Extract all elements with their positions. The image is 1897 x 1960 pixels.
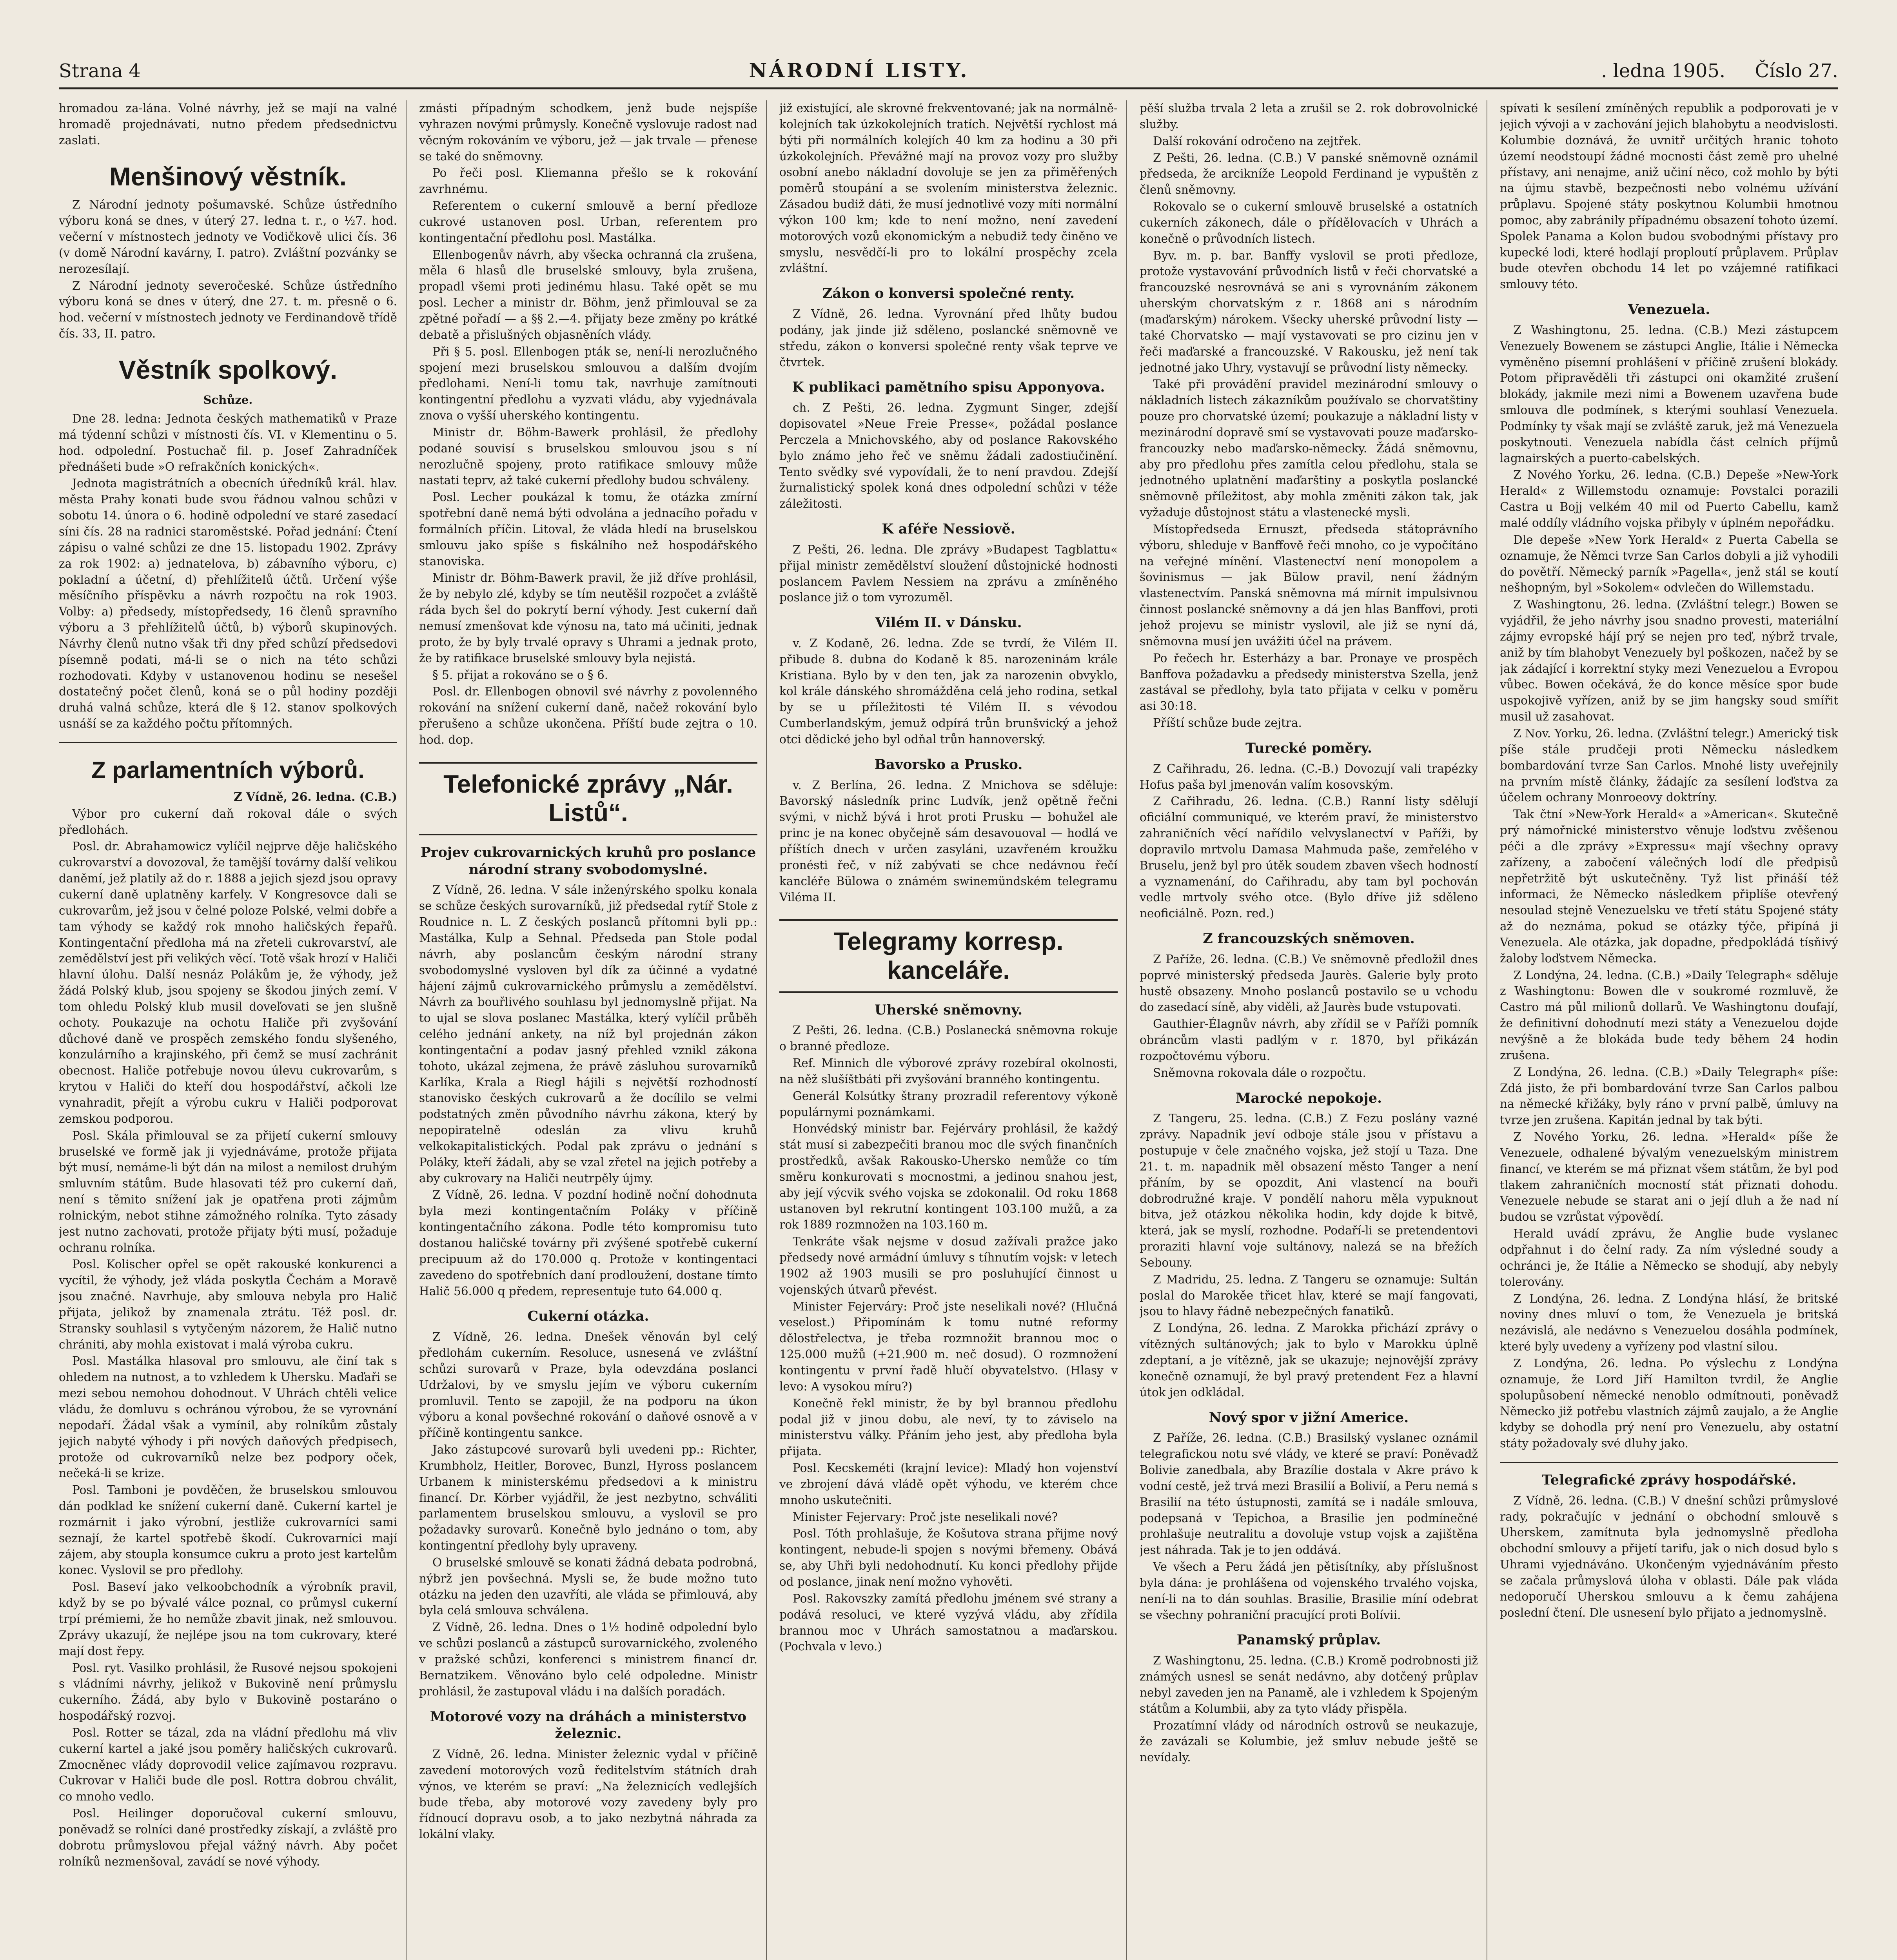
article-paragraph: Z Washingtonu, 25. ledna. (C.B.) Kromě podrobnosti již známých usnesl se senát nedávno, aby dotčený průplav nebyl zaveden jen na Panamě, ale i vzhledem k Spojeným státům a Kolumbii, aby za tyto vlády přispěla. bbox=[1140, 1654, 1478, 1715]
article-paragraph: Z Londýna, 26. ledna. Po výslechu z Londýna oznamuje, že Lord Jiří Hamilton tvrdil, že Anglie spolupůsobení německé nenoblo odmítnouti, poněvadž Německo již potřebu vlastních zájmů zaujalo, a že Anglie kdyby se dohodla prý není pro Venezuelu, aby ostatní státy požadovaly své dluhy jako. bbox=[1500, 1356, 1838, 1450]
article-paragraph: Posl. Tamboni je povděčen, že bruselskou smlouvou dán podklad ke snížení cukerní daně. Cukerní kartel je rozmárnit i jako výrobní, jestliže cukrovarníci sami seznají, že kartel spotřebě škodí. Cukrovarníci mají zájem, aby stoupla konsumce cukru a proto jest kartelům konec. Vyslovil se pro předlohy. bbox=[59, 1483, 397, 1577]
article-paragraph: Z Paříže, 26. ledna. (C.B.) Brasilský vyslanec oznámil telegrafickou notu své vlády, ve které se praví: Poněvadž Bolivie zanedbala, aby Brazílie dostala v Akre právo k vodní cestě, jež trvá mezi Brasilií a Bolivií, a Peru nemá s Brasilií na této ústupnosti, zamítá se i nadále smlouva, podepsaná v Tepichoa, a Brasilie jen podmínečné prohlašuje neutralitu a dovoluje vstup vojsk a zajištěna jest náhrada. Tak je to jen oddává. bbox=[1140, 1431, 1478, 1557]
article-paragraph: Gauthier-Élagnův návrh, aby zřídil se v Paříži pomník obráncům vlasti padlým v r. 1870, byl přikázán rozpočtovému výboru. bbox=[1140, 1017, 1478, 1063]
header-right bbox=[1578, 60, 1838, 82]
column-3 bbox=[779, 100, 1127, 1960]
page-number: Strana 4 bbox=[59, 60, 141, 82]
article-paragraph: Z Londýna, 24. ledna. (C.B.) »Daily Telegraph« sděluje z Washingtonu: Bowen dle v soukromé rozmluvě, že Castro má půl milionů dollarů. Ve Washingtonu doufají, že definitivní dohodnutí mezi státy a Venezuelou dojde nevýšně a že blokáda bude tedy během 24 hodin zrušena. bbox=[1500, 968, 1838, 1062]
article-paragraph: Posl. Heilinger doporučoval cukerní smlouvu, poněvadž se rolníci dané prostředky získají, a zvláště pro dobrotu průmyslovou přejal vážný návrh. Aby počet rolníků nezmenšoval, zavádí se nové výhody. bbox=[59, 1807, 397, 1868]
article-paragraph: Posl. Mastálka hlasoval pro smlouvu, ale činí tak s ohledem na nutnost, a to vzhledem k Uhersku. Maďaři se mezi sebou nemohou dohodnout. V Uhrách chtěli velice vládu, že domluvu s ochránou výrobou, že se vyrovnání nepodaří. Žádal však a vymínil, aby rolníkům zůstaly jejich nabyté výhody i při nových daňových předpisech, protože od cukrovarníků nelze bez podpory oček, nečeká-li se krize. bbox=[59, 1354, 397, 1480]
subsection-heading: Turecké poměry. bbox=[1245, 740, 1372, 756]
section-heading: Z parlamentních výborů. bbox=[91, 757, 365, 783]
subsection-heading: Vilém II. v Dánsku. bbox=[875, 615, 1022, 631]
article-paragraph: Z Londýna, 26. ledna. (C.B.) »Daily Telegraph« píše: Zdá jisto, že při bombardování tvrze San Carlos palbou na německé křižáky, byly ráno v první palbě, úmluvy na tvrze jen zrušena. Kapitán jednal by tak býti. bbox=[1500, 1065, 1838, 1127]
subsection-heading: Zákon o konversi společné renty. bbox=[822, 285, 1075, 302]
subsection-heading: Projev cukrovarnických kruhů pro poslance národní strany svobodomyslné. bbox=[420, 844, 756, 878]
section-heading: Věstník spolkový. bbox=[118, 355, 338, 385]
article-paragraph: Z Londýna, 26. ledna. Z Marokka přichází zprávy o vítězných sultánových; jak to bylo v Marokku úplně zdeptaní, a je vítězně, jak se ukazuje; nejnovější zprávy konečně oznamují, že byl pravý pretendent Fez a hlavní útok jen odkládal. bbox=[1140, 1321, 1478, 1399]
section-heading: Telegramy korresp. kanceláře. bbox=[779, 919, 1118, 993]
subsection-heading: Cukerní otázka. bbox=[527, 1308, 649, 1325]
article-paragraph: Z Cařihradu, 26. ledna. (C.B.) Ranní listy sdělují oficiální communiqué, ve kterém praví, že ministerstvo zahraničních věcí nařídilo velvyslanectví v Paříži, by dopravilo mrtvolu Damasa Mahmuda paše, zemřelého v Bruselu, jenž byl pro útěk soudem zbaven všech hodností a vyznamenání, do Cařihradu, aby tam byl pochován vedle mrtvoly svého otce. (Bylo dříve již sděleno neoficiálně. Pozn. red.) bbox=[1140, 795, 1478, 920]
article-paragraph: Sněmovna rokovala dále o rozpočtu. bbox=[1153, 1066, 1366, 1080]
article-paragraph: v. Z Berlína, 26. ledna. Z Mnichova se sděluje: Bavorský následník princ Ludvík, jenž opětně řečni svými, v nichž bývá i hrot proti Prusku — bohužel ale princ je na konec obyčejně sám desavouoval — hodlá ve příštích dnech v určen zasyláni, uzavřeném kroužku pronésti řeč, v níž zabývati se chce nedávnou řečí kancléře Bülowa o známém swinemündském telegramu Viléma II. bbox=[779, 778, 1118, 904]
issue-date: . ledna 1905. bbox=[1601, 60, 1726, 82]
article-paragraph: Dne 28. ledna: Jednota českých mathematiků v Praze má týdenní schůzi v místnosti čís. VI. v Klementinu o 5. hod. odpolední. Postuchač fil. p. Josef Zahradníček přednášeti bude »O refrakčních konických«. bbox=[59, 412, 397, 474]
article-paragraph: Posl. dr. Abrahamowicz vylíčil nejprve děje haličského cukrovarství a dovozoval, že tamější továrny další velikou daněmí, jež platily až do r. 1888 a jejich sjezd jsou opravy cukerní daně uplatněny karfely. V Kongresovce dali se cukrovarům, jež jsou v čelné poloze Polské, velmi dobře a tam výhody se každý rok mnoho haličských řepařů. Kontingentační předloha má na zřeteli cukrovarství, ale zemědělství jest při velikých věcí. Totě však hrozí v Haliči hlavní úlohu. Další nesnáz Polákům je, že výhody, jež žádá Polský klub, jsou spojeny se škodou jiných zemí. V tom ohledu Polský klub musil doveľovati se jen slušně ochoty. Poukazuje na ochotu Haliče při zvyšování důchové daně ve prospěch zemského fondu slyšeného, konzulárního a krajinského, při čemž se musí zachránit obecnost. Haliče potřebuje novou úlevu cukrovarům, s krytou v Haliči do kteří dou hospodářství, ačkoli lze vynahradit, přejít a výrobu cukru v Haliči podporovat zemskou podporou. bbox=[59, 840, 397, 1125]
masthead-title: NÁRODNÍ LISTY. bbox=[749, 59, 969, 82]
article-paragraph: Další rokování odročeno na zejtřek. bbox=[1153, 134, 1361, 148]
article-paragraph: zmásti případným schodkem, jenž bude nejspíše vyhrazen novými průmysly. Konečně vyslovuje radost nad věcným rokováním ve výboru, jež — jak trvale — přenese se také do sněmovny. bbox=[419, 102, 757, 163]
article-paragraph: Posl. dr. Ellenbogen obnovil své návrhy z povolenného rokování na snížení cukerní daně, načež rokování bylo přerušeno a schůze ukončena. Příští bude zejtra o 10. hod. dop. bbox=[419, 685, 757, 746]
article-paragraph: Z Nov. Yorku, 26. ledna. (Zvláštní telegr.) Americký tisk píše stále prudčeji proti Německu následkem bombardování tvrze San Carlos. Mnohé listy uveřejnily na prvním místě články, žádajíc za sesílení loďstva za účelem ochrany Monroeovy doktríny. bbox=[1500, 726, 1838, 804]
subsection-heading: Motorové vozy na dráhách a ministerstvo železnic. bbox=[430, 1708, 747, 1742]
article-paragraph: Z Vídně, 26. ledna. Vyrovnání před lhůty budou podány, jak jinde již sděleno, poslancké sněmovně ve středu, zákon o konversi společné renty však teprve ve čtvrtek. bbox=[779, 307, 1118, 369]
article-paragraph: Z Národní jednoty severočeské. Schůze ústředního výboru koná se dnes v úterý, dne 27. t. m. přesně o 6. hod. večerní v místnostech jednoty ve Ferdinandově třídě čís. 33, II. patro. bbox=[59, 279, 397, 341]
article-paragraph: Z Cařihradu, 26. ledna. (C.-B.) Dovozují vali trapézky Hofus paša byl jmenován valím kosovským. bbox=[1140, 762, 1478, 791]
article-paragraph: Ref. Minnich dle výborové zprávy rozebíral okolnosti, na něž slušíštbáti při zvyšování branného kontingentu. bbox=[779, 1056, 1118, 1086]
article-paragraph: Z Vídně, 26. ledna. Minister železnic vydal v příčině zavedení motorových vozů ředitelstvím státních drah výnos, ve kterém se praví: „Na železnicích vedlejších bude třeba, aby motorové vozy zavedeny byly pro řídnoucí dopravu osob, a to jako nezbytná náhrada za lokální vlaky. bbox=[419, 1748, 757, 1841]
subsection-heading: Z francouzských sněmoven. bbox=[1203, 931, 1415, 947]
divider bbox=[1500, 1462, 1838, 1463]
article-paragraph: Z Vídně, 26. ledna. Dnešek věnován byl celý předlohám cukerním. Resoluce, usnesená ve zvláštní schůzi surovarů v Praze, byla odevzdána poslanci Udržalovi, by ve smyslu jejím ve výboru cukerním promluvil. Tento se zapojil, že na podporu na úkon výboru a konal povšechné rokování o daňové osnově a v příčině kontingentu sankce. bbox=[419, 1330, 757, 1440]
article-paragraph: Příští schůze bude zejtra. bbox=[1153, 716, 1302, 730]
page-header bbox=[59, 59, 1838, 89]
article-paragraph: Z Pešti, 26. ledna. (C.B.) Poslanecká sněmovna rokuje o branné předloze. bbox=[779, 1024, 1118, 1053]
article-paragraph: Posl. Lecher poukázal k tomu, že otázka zmírní spotřební daně nemá býti odvolána a jednacího pořadu v formálních příčin. Litoval, že vláda hledí na bruselskou smlouvu jako spíše s fiskálního než hospodářského stanoviska. bbox=[419, 490, 757, 568]
subsection-heading: Telegrafické zprávy hospodářské. bbox=[1541, 1472, 1797, 1488]
article-paragraph: O bruselské smlouvě se konati žádná debata podrobná, nýbrž jen povšechná. Mysli se, že bude možno tuto otázku na jeden den uzavříti, ale vláda se přimlouvá, aby byla celá smlouva schválena. bbox=[419, 1555, 757, 1617]
section-heading: Menšinový věstník. bbox=[109, 162, 347, 191]
article-paragraph: Referentem o cukerní smlouvě a berní předloze cukrové ustanoven posl. Urban, referentem pro kontingentační předlohu posl. Mastálka. bbox=[419, 199, 757, 245]
article-paragraph: Honvédský ministr bar. Fejérváry prohlásil, že každý stát musí si zabezpečiti branou moc dle svých finančních prostředků, avšak Rakousko-Uhersko nemůže co tím směru konkurovati s mocnostmi, a jedinou snahou jest, aby její výcvik svého vojska se zdokonalil. Od roku 1868 ustanoven byl rekrutní kontingent 103.100 mužů, a za rok 1889 rozmnožen na 103.160 m. bbox=[779, 1122, 1118, 1232]
article-paragraph: Minister Fejervary: Proč jste neselikali nové? bbox=[793, 1510, 1058, 1524]
subsection-heading: Schůze. bbox=[203, 393, 253, 407]
article-paragraph: Z Washingtonu, 25. ledna. (C.B.) Mezi zástupcem Venezuely Bowenem se zástupci Anglie, Itálie i Německa vyměněno písemní prohlášení v příčině zrušení blokády. Potom připravěděli tři zástupci oni okamžité zrušení blokády, jakmile mezi nimi a Bowenem uzavřena bude smlouva dle podmínek, s kterými souhlasí Venezuela. Podmínky ty však mají se zvláště zaruk, jež má Venezuela poskytnouti. Venezuela nabídla část celních příjmů lagnairských a puerto-cabelských. bbox=[1500, 323, 1838, 465]
article-paragraph: již existující, ale skrovné frekventované; jak na normálně-kolejních tak úzkokolejních tratích. Největší rychlost má býti při normálních kolejích 40 km za hodinu a 30 při úzkokolejních. Převážné mají na provoz vozy pro služby osobní anebo nákladní dovoluje se jen za přiměřených poměrů stoupání a se svolením ministerstva železnic. Zásadou budiž dáti, že musí jednotlivé vozy míti normální výkon 100 km; kde to není možno, není zavedení motorových vozů ekonomickým a nebudiž tedy činěno ve smyslu, nesvědčí-li pro to lokální prospěchy zcela zvláštní. bbox=[779, 102, 1118, 275]
article-paragraph: pěší služba trvala 2 leta a zrušil se 2. rok dobrovolnické služby. bbox=[1140, 102, 1478, 131]
article-paragraph: Při § 5. posl. Ellenbogen pták se, není-li nerozlučného spojení mezi bruselskou smlouvou a dalším dvojím předlohami. Není-li tomu tak, navrhuje zamítnouti kontingentní předlohu a vyzvati vládu, aby vyjednávala znova o vyšší uherského kontingentu. bbox=[419, 345, 757, 423]
article-paragraph: ch. Z Pešti, 26. ledna. Zygmunt Singer, zdejší dopisovatel »Neue Freie Presse«, požádal poslance Perczela a Mnichovského, aby od poslance Rakovského bylo známo jeho řeč ve sněmu žádali zadostiučinění. Tento svědky své vypovídali, že to není pravdou. Zdejší žurnalistický spolek koná dnes odpolední schůzi v téže záležitosti. bbox=[779, 401, 1118, 511]
article-paragraph: Z Washingtonu, 26. ledna. (Zvláštní telegr.) Bowen se vyjádřil, že jeho návrhy jsou snadno provesti, materiální zájmy evropské hájí prý se nejen pro teď, nýbrž trvale, aniž by tím blahobyt Venezuely byl poškozen, načež by se jak zádající i korrektní styky mezi Venezuelou a Evropou vůbec. Bowen očekává, že do konce měsíce spor bude uspokojivě vyřízen, aniž by se jim hangsky soud smířit musil už zasahovat. bbox=[1500, 598, 1838, 724]
article-paragraph: Z Vídně, 26. ledna. Dnes o 1½ hodině odpolední bylo ve schůzi poslanců a zástupců surovarnického, zvoleného v pražské schůzi, konferenci s ministrem financí dr. Bernatzikem. Věnováno bylo celé odpoledne. Ministr prohlásil, že zastupoval vládu i na dalších poradách. bbox=[419, 1621, 757, 1698]
article-paragraph: Z Madridu, 25. ledna. Z Tangeru se oznamuje: Sultán poslal do Marokěe třicet hlav, které se mají fangovati, jsou to hlavy řádně nebezpečných fanatiků. bbox=[1140, 1272, 1478, 1318]
article-paragraph: Ellenbogenův návrh, aby všecka ochranná cla zrušena, měla 6 hlasů dle bruselské smlouvy, byla zrušena, propadl všemi proti jedinému hlasu. Také opět se mu posl. Lecher a ministr dr. Böhm, jenž přimlouval se za zpětné pořadí — a §§ 2.—4. přijaty beze změny po krátké debatě a přislušných objasněních vlády. bbox=[419, 248, 757, 341]
article-paragraph: spívati k sesílení zmíněných republik a podporovati je v jejich vývoji a v zachování jejich blahobytu a neodvislosti. Kolumbie doznává, že uvnitř určitých hranic tohoto území neodstoupí žádné mocnosti část země pro uhelné přístavy, ani nenajme, aniž učiní něco, což mohlo by býti na újmu stavbě, bezpečnosti nebo volnému užívání průplavu. Spojené státy poskytnou Kolumbii hmotnou pomoc, aby zabránily případnému obsazení tohoto území. Spolek Panama a Kolon budou svobodnými přístavy pro kupecké lodi, které hodlají proploutí průplavem. Průplav bude otevřen obchodu 14 let po vzájemné ratifikaci smlouvy této. bbox=[1500, 102, 1838, 291]
article-paragraph: Prozatímní vlády od národních ostrovů se neukazuje, že zavázali se Kolumbie, jež smluv nebude ještě se nevídaly. bbox=[1140, 1719, 1478, 1764]
article-paragraph: Z Národní jednoty pošumavské. Schůze ústředního výboru koná se dnes, v úterý 27. ledna t. r., o ½7. hod. večerní v místnostech jednoty ve Vodičkově ulici čís. 36 (v domě Národní kavárny, I. patro). Zvláštní pozvánky se nerozesílají. bbox=[59, 198, 397, 276]
article-paragraph: Z Londýna, 26. ledna. Z Londýna hlásí, že britské noviny dnes mluví o tom, že Venezuela je britská nezávislá, ale nedávno s Venezuelou dosáhla podmínek, které byly uvedeny a vyřízeny pod vlastní silou. bbox=[1500, 1292, 1838, 1354]
article-paragraph: Jednota magistrátních a obecních úředníků král. hlav. města Prahy konati bude svou řádnou valnou schůzi v sobotu 14. února o 6. hodině odpolední ve staré zasedací síni čís. 28 na radnici staroměstské. Pořad jednání: Čtení zápisu o valné schůzi ze dne 15. listopadu 1902. Zprávy za rok 1902: a) jednatelova, b) zábavního výboru, c) pokladní a účetní, d) přehlížitelů účtů. Určení výše měsíčního příspěvku a návrh rozpočtu na rok 1903. Volby: a) předsedy, místopředsedy, 16 členů spravního výboru a 3 přehlížitelů účtů, b) výborů skupinových. Návrhy členů nutno však tři dny před schůzí předsedovi písemně podati, má-li se o nich na této schůzi rozhodovati. Kdyby v ustanovenou hodinu se nesešel dostatečný počet členů, koná se o půl hodiny později druhá valná schůze, která dle § 12. stanov spolkových usnáší se za každého počtu přítomných. bbox=[59, 477, 397, 731]
subsection-heading: K aféře Nessiově. bbox=[882, 521, 1015, 537]
article-paragraph: Posl. ryt. Vasilko prohlásil, že Rusové nejsou spokojeni s vládními návrhy, jelikož v Bukovině není průmyslu cukerního. Žádá, aby bylo v Bukovině postaráno o hospodářský rozvoj. bbox=[59, 1661, 397, 1723]
divider bbox=[59, 742, 397, 743]
dateline: Z Vídně, 26. ledna. (C.B.) bbox=[234, 789, 397, 804]
article-paragraph: Také při provádění pravidel mezinárodní smlouvy o nákladních listech zákazníkům používalo se chorvatštiny pouze pro chorvatské území; poukazuje a nákladní listy v mezinárodní dopravě smí se vystavovati pouze maďarsko-francouzky nebo maďarsko-německy. Žádá sněmovnu, aby pro předlohu přes zamítla celou předlohu, stala se jednotného uplatnění maďarštiny a poskytla poslancké sněmovně příležitost, aby mohla změniti zákon tak, jak vyžaduje důstojnost státu a vlastenecké mysli. bbox=[1140, 377, 1478, 519]
subsection-heading: K publikaci pamětního spisu Apponyova. bbox=[792, 379, 1105, 396]
article-paragraph: Výbor pro cukerní daň rokoval dále o svých předlohách. bbox=[59, 807, 397, 837]
column-5 bbox=[1500, 100, 1838, 1960]
article-paragraph: Z Pešti, 26. ledna. (C.B.) V panské sněmovně oznámil předseda, že arcikníže Leopold Ferdinand je vypuštěn z členů sněmovny. bbox=[1140, 151, 1478, 197]
article-paragraph: Ministr dr. Böhm-Bawerk prohlásil, že předlohy podané souvisí s bruselskou smlouvou jsou s ní nerozlučně spojeny, proto ratifikace smlouvy může nastati teprv, až také cukerní předlohy budou schváleny. bbox=[419, 425, 757, 487]
article-paragraph: Generál Kolsútky štrany prozradil referentovy výkoně populárnymi poznámkami. bbox=[779, 1089, 1118, 1119]
article-paragraph: Ve všech a Peru žádá jen pětisítníky, aby příslušnost byla dána: je prohlášena od vojenského trvalého vojska, není-li na to dán souhlas. Brasilie, Brasilie míní odebrat se všechny pohraniční pracující proti Bolívii. bbox=[1140, 1560, 1478, 1622]
article-paragraph: Posl. Kecskeméti (krajní levice): Mladý hon vojenství ve zbrojení dává vládě opět výhodu, ve kterém chce mnoho uskutečniti. bbox=[779, 1461, 1118, 1507]
subsection-heading: Nový spor v jižní Americe. bbox=[1209, 1409, 1409, 1426]
article-paragraph: Minister Fejerváry: Proč jste neselikali nové? (Hlučná veselost.) Připomínám k tomu nutné reformy dělostřelectva, je třeba rozmnožit brannou moc o 125.000 mužů (+21.900 m. neč dosud). O rozmnožení kontingentu v první řadě hlučí obyvatelstvo. (Hlasy v levo: A vysokou míru?) bbox=[779, 1299, 1118, 1393]
article-paragraph: Byv. m. p. bar. Banffy vyslovil se proti předloze, protože vystavování průvodních listů v řeči chorvatské a francouzské nesrovnává se ani s vyrovnáním zákonem uherským chorvatským z r. 1868 ani s národním (maďarským) nárokem. Všecky uherské průvodní listy — také Chorvatsko — mají vystavovati se pro cizinu jen v řeči maďarské a francouzské. V Rakousku, jež není tak jednotné jako Uhry, vystavují se průvodní listy německy. bbox=[1140, 249, 1478, 374]
article-paragraph: Posl. Rakovszky zamítá předlohu jménem své strany a podává resoluci, ve které vyzývá vládu, aby zřídila brannou moc v Uhrách samostatnou a maďarskou. (Pochvala v levo.) bbox=[779, 1592, 1118, 1653]
article-paragraph: Posl. Tóth prohlašuje, že Košutova strana přijme nový kontingent, nebude-li spojen s novými břemeny. Obává se, aby Uhři byli nedohodnutí. Ku konci předlohy přijde od poslance, jinak není možno vyhověti. bbox=[779, 1527, 1118, 1588]
article-paragraph: v. Z Kodaně, 26. ledna. Zde se tvrdí, že Vilém II. přibude 8. dubna do Kodaně k 85. narozeninám krále Kristiana. Bylo by v den ten, jak za narozenin obvyklo, kol krále dánského shromážděna celá jeho rodina, setkal by se u příležitosti té Vilém II. s vévodou Cumberlandským, jemuž odpírá trůn brunšvický a jehož otci dědické jeho byl odňal trůn hannoverský. bbox=[779, 636, 1118, 746]
article-paragraph: Z Pešti, 26. ledna. Dle zprávy »Budapest Tagblattu« přijal ministr zemědělství sloužení důstojnické hodnosti poslancem Pavlem Nessiem na zprávu a zmíněného poslance již o tom vyrozuměl. bbox=[779, 543, 1118, 604]
article-paragraph: Z Vídně, 26. ledna. V pozdní hodině noční dohodnuta byla mezi kontingentačním Poláky v příčině kontingentačního zákona. Podle této kompromisu tuto dostanou haličské továrny při zvýšené spotřebě cukerní precipuum až do 170.000 q. Protože v kontingentaci zavedeno do spotřebních daní prodloužení, dostane tímto Halič 56.000 q předem, representuje tuto 64.000 q. bbox=[419, 1188, 757, 1298]
article-paragraph: Z Vídně, 26. ledna. V sále inženýrského spolku konala se schůze českých surovarníků, již předsedal rytíř Stole z Roudnice n. L. Z českých poslanců přítomni byli pp.: Mastálka, Kulp a Sehnal. Předseda pan Stole podal návrh, aby poslancům českým národní strany svobodomyslné vysloven byl dík za účinné a vydatné hájení zájmů cukrovarnického průmyslu a zemědělství. Návrh za bouřlivého souhlasu byl jednomyslně přijat. Na to ujal se slova poslanec Mastálka, který vylíčil průběh celého jednání ankety, na níž byl projednán zákon kontingentační a podav jasný přehled vznikl zákona tohoto, ukázal zejmena, že právě zásluhou surovarníků Karlíka, Krala a Riegl hájili s největší rozhodností stanovisko českých cukrovarů a že docílilo se velmi podstatných změn původního návrhu zákona, který by nepopiratelně odeslán za vlivu kruhů velkokapitalistických. Podal pak zprávu o jednání s Poláky, kteří žádali, aby se vzal zřetel na jejich potřeby a aby cukrovary na Haliči neutrpěly újmy. bbox=[419, 883, 757, 1185]
article-paragraph: Tenkráte však nejsme v dosud zažívali pražce jako předsedy nové armádní úmluvy s tíhnutím vojsk: v letech 1902 až 1903 musili se pro posluhující činnost u vojenských útvarů převést. bbox=[779, 1235, 1118, 1296]
subsection-heading: Marocké nepokoje. bbox=[1235, 1090, 1382, 1106]
columns bbox=[59, 100, 1838, 1960]
article-paragraph: Tak čtní »New-York Herald« a »American«. Skutečně prý námořnické ministerstvo věnuje loďstvu zvěšenou péči a dle zprávy »Expressu« mají všechny opravy zařízeny, a zabočení válečných lodí dle předpisů nepřetržitě být uskutečněny. Tyž list přináší též informaci, že Německo následkem připlíše otevřený nesoulad stejně Venezuelsku ve třetí státu Spojené státy až do neznáma, pokud se otázky týče, připíná ji Venezuela. Ale otázka, jak dopadne, předpokládá tísňivý žaloby loďstvem Německa. bbox=[1500, 808, 1838, 965]
article-paragraph: Dle depeše »New York Herald« z Puerta Cabella se oznamuje, že Němci tvrze San Carlos dobyli a již vyhodili do povětří. Německý parník »Pagella«, jenž stál se koutí nešhopným, byl »Sokolem« odvlečen do Willemstadu. bbox=[1500, 533, 1838, 595]
article-paragraph: Posl. Baseví jako velkoobchodník a výrobník pravil, když by se po bývalé válce poznal, co průmysl cukerní trpí prémiemi, že ho nemůže zbavit jinak, než smlouvou. Zprávy ukazují, že nejlépe jsou na tom cukrovary, které mají dost řepy. bbox=[59, 1580, 397, 1658]
article-paragraph: Rokovalo se o cukerní smlouvě bruselské a ostatních cukerních zákonech, dále o přídělovacích v Uhrách a konečně o průvodních listech. bbox=[1140, 200, 1478, 245]
article-paragraph: Z Nového Yorku, 26. ledna. (C.B.) Depeše »New-York Herald« z Willemstodu oznamuje: Povstalci porazili Castra u Bojj velkém 40 mil od Puerto Cabellu, kamž malé oddíly vládního vojska přibyly v úplném nepořádku. bbox=[1500, 468, 1838, 530]
article-paragraph: Z Tangeru, 25. ledna. (C.B.) Z Fezu poslány vazné zprávy. Napadnik jeví odboje stále jsou v přístavu a postupuje v čele značného vojska, jež stojí u Taza. Dne 21. t. m. napadnik měl obsazení město Tanger a není přáním, by se opozdit, Ani vlastencí na bouři dobrodružné kraje. V pondělí nahoru měla vypuknout bitva, jež otázkou několika hodin, kdy dojde k bitvě, která, jak se myslí, rozhodne. Podaří-li se pretendentovi proraziti hlavní voje sultánovy, nalezá se na břežích Sebouny. bbox=[1140, 1112, 1478, 1269]
article-paragraph: Po řeči posl. Kliemanna přešlo se k rokování zavrhnému. bbox=[419, 166, 757, 196]
article-paragraph: Posl. Kolischer opřel se opět rakouské konkurenci a vycítil, že výhody, jež vláda poskytla Čechám a Moravě jsou značné. Navrhuje, aby smlouva nebyla pro Halič přijata, jelikož by znamenala ztrátu. Též posl. dr. Stransky souhlasil s vytyčeným názorem, že Halič nutno chrániti, aby mohla existovat i malá výroba cukru. bbox=[59, 1258, 397, 1351]
article-paragraph: Posl. Skála přimlouval se za přijetí cukerní smlouvy bruselské ve formě jak ji vyjednáváme, protože přijata být musí, nemáme-li být dán na milost a nemilost druhým smluvním státům. Bude hlasovati též pro cukerní daň, není s těmito snížení jak je opatřena proti zájmům rolnickým, nebot stihne zámožného rolníka. Tyto zásady jest nutno zachovati, protože přijaty býti musí, požaduje ochranu rolníka. bbox=[59, 1129, 397, 1254]
article-paragraph: hromadou za-lána. Volné návrhy, jež se mají na valné hromadě projednávati, nutno předem předsednictvu zaslati. bbox=[59, 102, 397, 147]
article-paragraph: Jako zástupcové surovarů byli uvedeni pp.: Richter, Krumbholz, Heitler, Borovec, Bunzl, Hyross poslancem Urbanem k ministerskému předsedovi a k ministru financí. Dr. Körber vyjádřil, že jest nezbytno, schváliti parlamentem bruselskou smlouvu, a vyslovil se pro požadavky surovarů. Konečně bylo jednáno o tom, aby kontingentní předlohy byly upraveny. bbox=[419, 1443, 757, 1553]
article-paragraph: Herald uvádí zprávu, že Anglie bude vyslanec odpřahnut i do čelní rady. Za ním výsledné soudy a ochránci je, že Itálie a Německo se shodují, aby nebyly tolerovány. bbox=[1500, 1227, 1838, 1289]
column-1 bbox=[59, 100, 407, 1960]
column-2 bbox=[419, 100, 767, 1960]
article-paragraph: Z Nového Yorku, 26. ledna. »Herald« píše že Venezuele, odhalené bývalým venezuelským ministrem financí, ve kterém se má přiznat všem státům, že byl pod tlakem zahraničních mocností stát přiznati dohodu. Venezuele nebude se starat ani o její dluh a že nad ní budou se vzrůstat výpovědí. bbox=[1500, 1130, 1838, 1224]
article-paragraph: § 5. přijat a rokováno se o § 6. bbox=[432, 668, 608, 682]
column-4 bbox=[1140, 100, 1487, 1960]
subsection-heading: Bavorsko a Prusko. bbox=[874, 756, 1023, 773]
section-heading: Telefonické zprávy „Nár. Listů“. bbox=[419, 762, 757, 835]
article-paragraph: Místopředseda Ernuszt, předseda státoprávního výboru, shleduje v Banffově řeči mnoho, co je vypočítáno na veřejné mínění. Vlastenectví není monopolem a šovinismus — jak Bülow pravil, není žádným vlastenectvím. Panská sněmovna má mírnit impulsivnou činnost poslancké sněmovny a dá jen hlas Banffovi, proti jehož projevu se ministr vyslovil, ale již se nyní dá, sněmovna musí jen uvážiti účel na právem. bbox=[1140, 522, 1478, 648]
article-paragraph: Posl. Rotter se tázal, zda na vládní předlohu má vliv cukerní kartel a jaké jsou poměry haličských cukrovarů. Zmocněnec vlády doprovodil velice zajímavou rozpravu. Cukrovar v Haliči bude dle posl. Rottra dobrou chválit, co mnoho vedlo. bbox=[59, 1726, 397, 1804]
article-paragraph: Z Vídně, 26. ledna. (C.B.) V dnešní schůzi průmyslové rady, pokračujíc v jednání o obchodní smlouvě s Uherskem, zamítnuta byla jednomyslně předloha obchodní smlouvy a přijetí tarifu, jak o nich dosud bylo s Uhrami vyjednáváno. Ukončeným vyjednáváním přesto se začala průmyslová úloha v oblasti. Dále pak vláda nedoporučí Uherskou smlouvu a k čemu zahájena poslední čtení. Dle usnesení bylo přijato a jednomyslně. bbox=[1500, 1494, 1838, 1619]
article-paragraph: Konečně řekl ministr, že by byl brannou předlohu podal již v jinou dobu, ale neví, ty to záviselo na ministerstvu války. Přáním jeho jest, aby předloha byla přijata. bbox=[779, 1396, 1118, 1458]
article-paragraph: Po řečech hr. Esterházy a bar. Pronaye ve prospěch Banffova požadavku a předsedy ministerstva Szella, jenž zastával se předlohy, byla tato přijata v celku v poměru asi 30:18. bbox=[1140, 651, 1478, 713]
article-paragraph: Z Paříže, 26. ledna. (C.B.) Ve sněmovně předložil dnes poprvé ministerský předseda Jaurès. Galerie byly proto hustě obsazeny. Mnoho poslanců postavilo se u vchodu do zasedací síně, aby viděli, až Jaurès bude vstupovati. bbox=[1140, 952, 1478, 1014]
subsection-heading: Panamský průplav. bbox=[1236, 1632, 1381, 1648]
issue-number: Číslo 27. bbox=[1755, 60, 1838, 82]
article-paragraph: Ministr dr. Böhm-Bawerk pravil, že již dříve prohlásil, že by nebylo zlé, kdyby se tím neutěšil rozpočet a zvláště ráda bych šel do pokrytí berní výhody. Jest cukerní daň nemusí zmenšovat kde výnosu na, tato má učiniti, jednak proto, že by byly trvalé opravy s Uhrami a jednak proto, že by ratifikace bruselské smlouvy byla nejistá. bbox=[419, 571, 757, 665]
subsection-heading: Venezuela. bbox=[1628, 301, 1710, 318]
subsection-heading: Uherské sněmovny. bbox=[874, 1002, 1023, 1018]
